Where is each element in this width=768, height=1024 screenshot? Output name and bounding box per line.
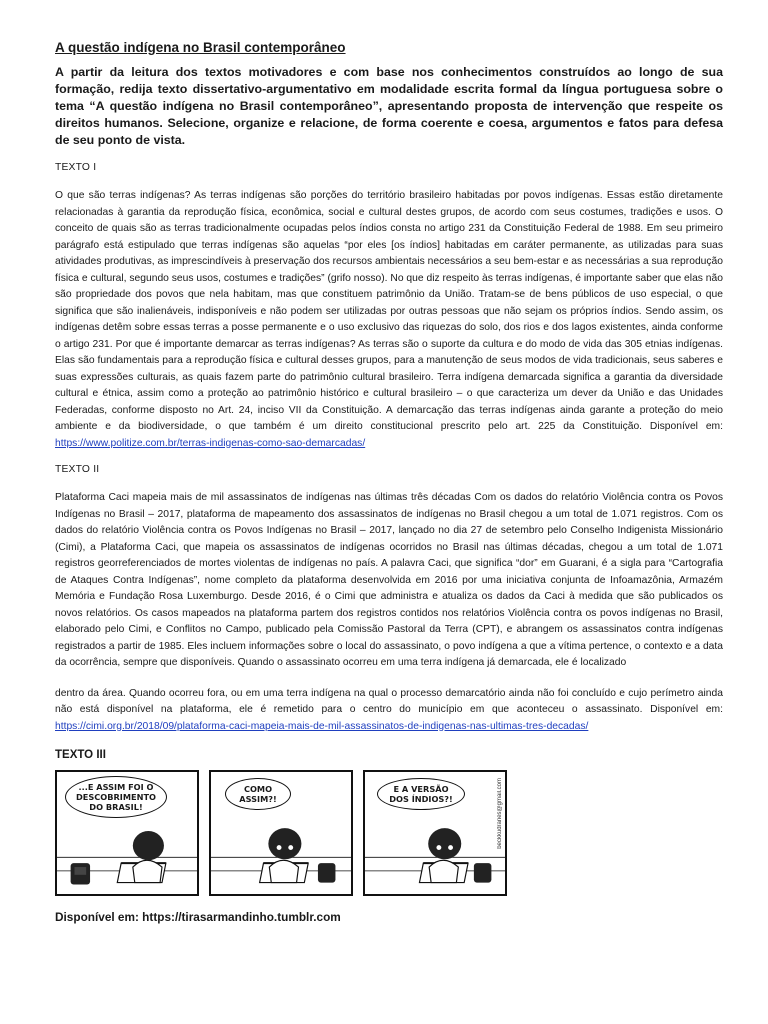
comic-panel-2	[209, 770, 353, 896]
comic-strip	[55, 770, 507, 896]
texto2-link[interactable]: https://cimi.org.br/2018/09/plataforma-caci-mapeia-mais-de-mil-assassinatos-de-indigenas-nas-ultimas-tres-decadas/	[55, 720, 589, 732]
texto1-body	[55, 188, 723, 452]
texto2-text-continued: dentro da área. Quando ocorreu fora, ou em uma terra indígena na qual o processo demarcatório ainda não foi concluído e cujo perímetro ainda não está disponível na plataforma, ele é remetido para o centro do município em que aconteceu o assassinato. Disponível em:	[55, 687, 723, 715]
page-title: A questão indígena no Brasil contemporâneo	[55, 40, 346, 55]
speech-bubble-3: E A VERSÃO DOS ÍNDIOS?!	[377, 778, 465, 810]
texto2-body-continued	[55, 686, 723, 736]
texto1-label: TEXTO I	[55, 162, 97, 173]
texto3-label: TEXTO III	[55, 749, 106, 761]
texto1-link[interactable]: https://www.politize.com.br/terras-indigenas-como-sao-demarcadas/	[55, 437, 366, 449]
texto2-body: Plataforma Caci mapeia mais de mil assassinatos de indígenas nas últimas três décadas Com os dados do relatório Violência contra os Povos Indígenas no Brasil – 2017, plataforma de mapeamento dos assassinatos de indígenas no Brasil chegou a um total de 1.071 registros. Com os dados do relatório Violência contra os Povos Indígenas no Brasil – 2017, lançado no dia 27 de setembro pelo Conselho Indigenista Missionário (Cimi), a Plataforma Caci, que mapeia os assassinatos de indígenas ocorridos no Brasil nas últimas décadas, chegou a um total de 1.071 registros georreferenciados de mortes violentas de indígenas no país. A palavra Caci, que significa “dor” em Guarani, é a sigla para “Cartografia de Ataques Contra Indígenas”, nome completo da plataforma desenvolvida em 2016 por uma iniciativa conjunta de Infoamazônia, Armazém Memória e Fundação Rosa Luxemburgo. Desde 2016, é o Cimi que administra e atualiza os dados da Caci à medida que são publicados os novos relatórios. Os casos mapeados na plataforma partem dos registros contidos nos relatórios Violência contra os povos indígenas no Brasil, elaborado pelo Cimi, e Conflitos no Campo, publicado pela Comissão Pastoral da Terra (CPT), e abrangem os assassinatos contra indígenas registrados a partir de 1985. Eles incluem informações sobre o local do assassinato, o povo indígena a que a vítima pertence, o contexto e a data da ocorrência, sempre que disponíveis. Quando o assassinato ocorreu em uma terra indígena já demarcada, ele é localizado	[55, 492, 723, 668]
texto2-label: TEXTO II	[55, 464, 100, 475]
texto1-text: O que são terras indígenas? As terras indígenas são porções do território brasileiro habitadas por povos indígenas. Essas estão diretamente relacionadas à garantia da reprodução física, econômica, social e cultural destes grupos, de acordo com seus costumes, tradições e usos. O conceito de quais são as terras tradicionalmente ocupadas pelos índios consta no artigo 231 da Constituição Federal de 1988. Em seu primeiro parágrafo está estipulado que terras indígenas são aquelas “por eles [os índios] habitadas em caráter permanente, as utilizadas para suas atividades produtivas, as imprescindíveis à preservação dos recursos ambientais necessários a seu bem-estar e as necessárias a sua reprodução física e cultural, segundo seus usos, costumes e tradições” (grifo nosso). No que diz respeito às terras indígenas, é importante saber que elas não são propriedade dos povos que nela habitam, mas que constituem patrimônio da União. Tratam-se de bens públicos de uso especial, o que significa que são inalienáveis, indisponíveis e não podem ser utilizadas por outras pessoas que não sejam os próprios índios. Sendo assim, os indígenas detêm sobre essas terras a posse permanente e o uso exclusivo das riquezas do solo, dos rios e dos lagos existentes, ainda conforme o artigo 231. Por que é importante demarcar as terras indígenas? As terras são o suporte da cultura e do modo de vida das 305 etnias indígenas. Elas são fundamentais para a reprodução física e cultural desses grupos, para a manutenção de seus modos de vida tradicionais, seus saberes e suas expressões culturais, as quais fazem parte do patrimônio cultural brasileiro. Terra indígena demarcada significa a garantia da diversidade cultural e étnica, assim como a proteção ao patrimônio histórico e cultural brasileiro – o que caracteriza um dever da União e das Unidades Federadas, conforme disposto no Art. 24, inciso VII da Constituição. A demarcação das terras indígenas ainda garante a proteção do meio ambiente e da biodiversidade, o que também é um direito constitucional prescrito pelo art. 225 da Constituição. Disponível em:	[55, 190, 723, 432]
comic-credit: beckkudranes@gmail.com	[497, 778, 503, 849]
comic-source: Disponível em: https://tirasarmandinho.tumblr.com	[55, 910, 341, 924]
comic-panel-3	[363, 770, 507, 896]
document-page	[55, 40, 723, 924]
essay-prompt: A partir da leitura dos textos motivadores e com base nos conhecimentos construídos ao longo de sua formação, redija texto dissertativo-argumentativo em modalidade escrita formal da língua portuguesa sobre o tema “A questão indígena no Brasil contemporâneo”, apresentando proposta de intervenção que respeite os direitos humanos. Selecione, organize e relacione, de forma coerente e coesa, argumentos e fatos para defesa de seu ponto de vista.	[55, 65, 723, 147]
speech-bubble-1: ...E ASSIM FOI O DESCOBRIMENTO DO BRASIL!	[65, 776, 167, 818]
comic-panel-1	[55, 770, 199, 896]
speech-bubble-2: COMO ASSIM?!	[225, 778, 291, 810]
